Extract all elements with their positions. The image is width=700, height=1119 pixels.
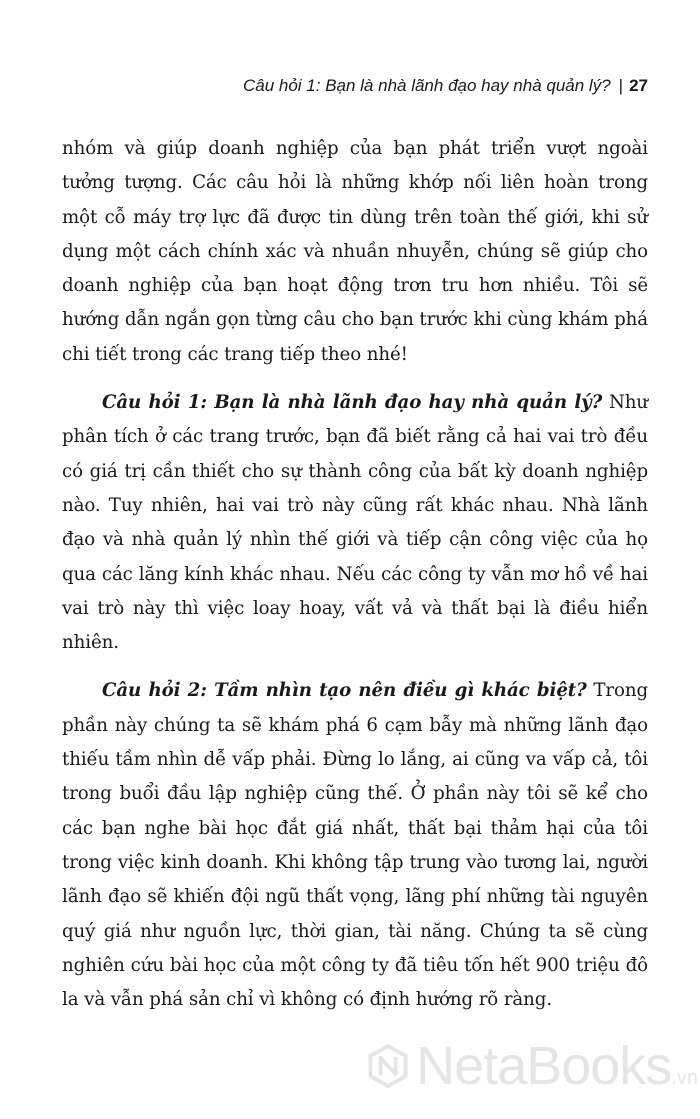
body-text xyxy=(62,132,648,1031)
running-head xyxy=(243,74,648,98)
header-separator: | xyxy=(618,76,624,95)
watermark-brand xyxy=(416,1035,698,1097)
paragraph-question-2 xyxy=(62,674,648,1017)
paragraph-intro: nhóm và giúp doanh nghiệp của bạn phát triển vượt ngoài tưởng tượng. Các câu hỏi là những khớp nối liên hoàn trong một cỗ máy trợ lực đã được tin dùng trên toàn thế giới, khi sử dụng một cách chính xác và nhuần nhuyễn, chúng sẽ giúp cho doanh nghiệp của bạn hoạt động trơn tru hơn nhiều. Tôi sẽ hướng dẫn ngắn gọn từng câu cho bạn trước khi cùng khám phá chi tiết trong các trang tiếp theo nhé! xyxy=(62,138,648,365)
paragraph-question-1 xyxy=(62,386,648,660)
watermark xyxy=(368,1026,698,1106)
page-number: 27 xyxy=(629,76,648,95)
netabooks-logo-icon xyxy=(368,1031,408,1101)
chapter-title: Câu hỏi 1: Bạn là nhà lãnh đạo hay nhà quản lý? xyxy=(242,76,611,95)
watermark-tld: .vn xyxy=(671,1067,698,1089)
watermark-brand-name: NetaBooks xyxy=(416,1036,672,1096)
question-2-heading: Câu hỏi 2: Tầm nhìn tạo nên điều gì khác biệt? xyxy=(102,680,587,702)
question-2-text: Trong phần này chúng ta sẽ khám phá 6 cạm bẫy mà những lãnh đạo thiếu tầm nhìn dễ vấp phải. Đừng lo lắng, ai cũng va vấp cả, tôi trong buổi đầu lập nghiệp cũng thế. Ở phần này tôi sẽ kể cho các bạn nghe bài học đắt giá nhất, thất bại thảm hại của tôi trong việc kinh doanh. Khi không tập trung vào tương lai, người lãnh đạo sẽ khiến đội ngũ thất vọng, lãng phí những tài nguyên quý giá như nguồn lực, thời gian, tài năng. Chúng ta sẽ cùng nghiên cứu bài học của một công ty đã tiêu tốn hết 900 triệu đô la và vẫn phá sản chỉ vì không có định hướng rõ ràng. xyxy=(62,680,649,1011)
question-1-text: Như phân tích ở các trang trước, bạn đã biết rằng cả hai vai trò đều có giá trị cần thiết cho sự thành công của bất kỳ doanh nghiệp nào. Tuy nhiên, hai vai trò này cũng rất khác nhau. Nhà lãnh đạo và nhà quản lý nhìn thế giới và tiếp cận công việc của họ qua các lăng kính khác nhau. Nếu các công ty vẫn mơ hồ về hai vai trò này thì việc loay hoay, vất vả và thất bại là điều hiển nhiên. xyxy=(62,392,648,654)
question-1-heading: Câu hỏi 1: Bạn là nhà lãnh đạo hay nhà quản lý? xyxy=(102,392,603,414)
